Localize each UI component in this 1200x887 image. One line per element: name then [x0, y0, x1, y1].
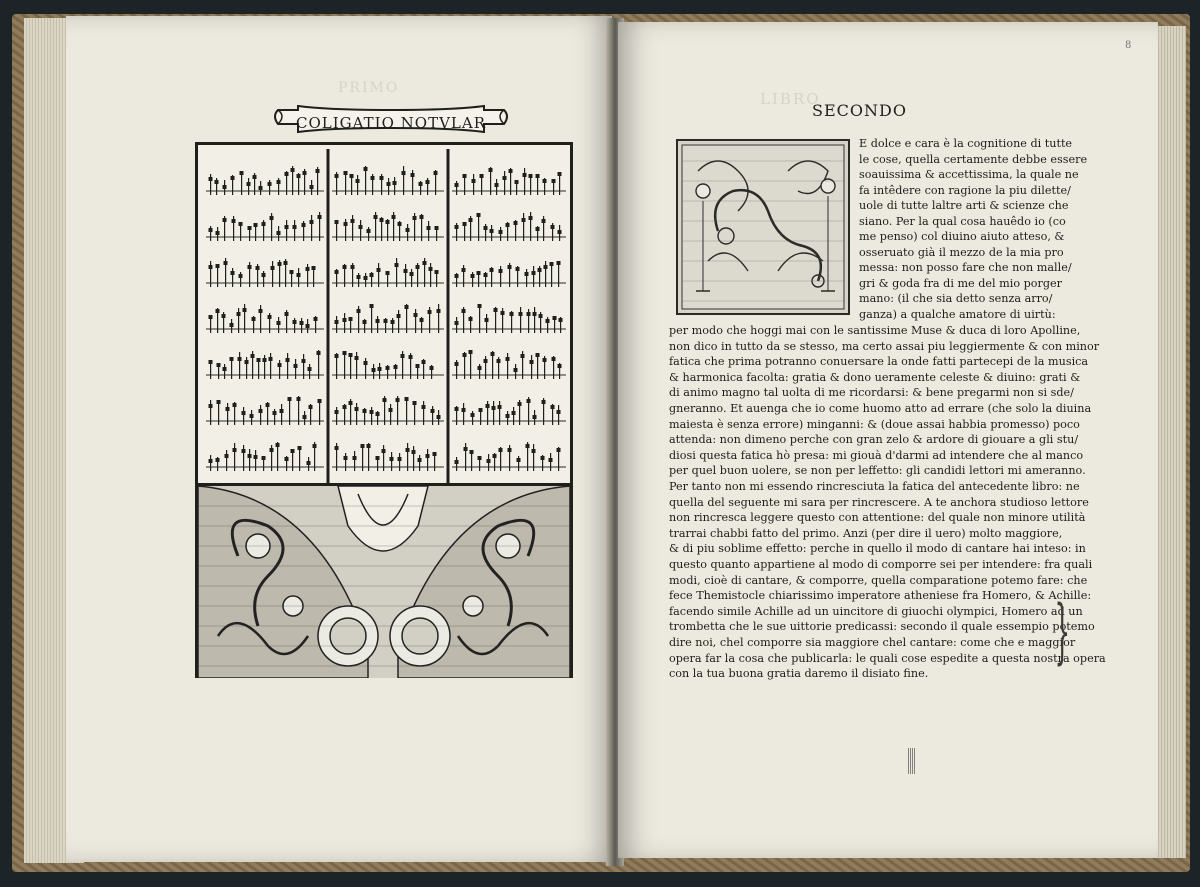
text-line: E dolce e cara è la cognitione di tutte: [859, 137, 1073, 150]
text-line: fece Themistocle chiarissimo imperatore atheniese fra Homero, & Achille:: [669, 589, 1092, 603]
text-line: & harmonica facolta: gratia & dono ueramente celeste & diuino: grati &: [669, 370, 1081, 384]
mensural-notes: [209, 166, 563, 471]
text-line: gri & goda fra di me del mio porger: [859, 276, 1063, 290]
text-line: quella del seguente mi sara per rincrescere. A te anchora studioso lettore: [669, 495, 1089, 509]
text-line: di animo magno tal uolta di me ricordarsi: & bene pregarmi non si sde/: [669, 386, 1074, 400]
text-line: non dico in tutto da se stesso, ma certo assai piu leggiermente & con minor: [669, 339, 1100, 353]
ink-stain: [908, 748, 916, 774]
text-line: diosi questa fatica hò presa: mi giouà d'darmi ad intendere che al manco: [669, 448, 1084, 462]
text-line: uole di tutte laltre arti & scienze che: [859, 199, 1069, 212]
show-through-head-right: LIBRO: [760, 90, 821, 108]
banner-title: COLIGATIO NOTVLAR: [296, 114, 486, 132]
marginal-bracket: }: [1054, 590, 1071, 672]
decorated-initial-s: [676, 139, 850, 315]
initial-s-woodcut: [678, 141, 848, 313]
text-line: dire noi, chel comporre sia maggiore chel cantare: come che e maggior: [669, 636, 1076, 649]
text-line: trombetta che le sue uittorie predicassi: secondo il quale essempio potemo: [669, 620, 1095, 634]
text-line: gneranno. Et auenga che io come huomo atto ad errare (che solo la diuina: [669, 402, 1092, 415]
music-notation-panel: [198, 145, 570, 483]
text-line: questo quanto appartiene al modo di comporre sei per intendere: fra quali: [669, 558, 1093, 571]
show-through-head: PRIMO: [338, 80, 400, 96]
text-line: siano. Per la qual cosa hauêdo io (co: [859, 214, 1066, 228]
text-line: modi, cioè di cantare, & comporre, quella comparatione potemo fare: che: [669, 573, 1088, 587]
text-line: per modo che hoggi mai con le santissime Muse & duca di loro Apolline,: [669, 324, 1081, 337]
text-line: fatica che prima potranno conuersare la onde fatti partecepi de la musica: [669, 355, 1089, 369]
text-line: per quel buon uolere, se non per leffetto: gli candidi lettori mi ameranno.: [669, 464, 1086, 478]
running-head: SECONDO: [812, 101, 907, 120]
ornamental-foliage: [198, 483, 570, 678]
text-line: trarrai chabbi fatto del primo. Anzi (per dire il uero) molto maggiore,: [669, 526, 1063, 540]
text-line: facendo simile Achille ad un uincitore di giuochi olympici, Homero ad un: [669, 604, 1083, 618]
text-line: le cose, quella certamente debbe essere: [859, 152, 1088, 166]
text-line: mano: (il che sia detto senza arro/: [859, 292, 1053, 305]
text-line: maiesta è senza errore) minganni: & (doue assai habbia promesso) poco: [669, 417, 1080, 431]
text-line: osseruato già il mezzo de la mia pro: [859, 245, 1064, 259]
text-line: Per tanto non mi essendo rincresciuta la fatica del antecedente libro: ne: [669, 480, 1080, 493]
text-line: ganza) a qualche amatore di uirtù:: [859, 307, 1056, 321]
text-line: non rincresca leggere questo con attentione: del quale non minore utilità: [669, 511, 1086, 525]
text-line: messa: non posso fare che non malle/: [859, 261, 1072, 274]
text-line: opera far la cosa che publicarla: le quali cose espedite a questa nostra opera: [669, 651, 1106, 665]
text-line: con la tua buona gratia daremo il disiato fine.: [669, 667, 929, 681]
text-line: soauissima & accettissima, la quale ne: [859, 168, 1079, 181]
text-line: attenda: non dimeno perche con gran zelo & ardore di giouare a gli stu/: [669, 433, 1079, 447]
folio-number: 8: [1125, 40, 1132, 51]
text-line: & di piu soblime effetto: perche in quello il modo di cantare hai inteso: in: [669, 542, 1086, 556]
text-line: me penso) col diuino aiuto atteso, &: [859, 230, 1065, 243]
woodcut-illustration: [195, 142, 573, 678]
text-line: fa intêdere con ragione la piu dilette/: [859, 183, 1071, 197]
